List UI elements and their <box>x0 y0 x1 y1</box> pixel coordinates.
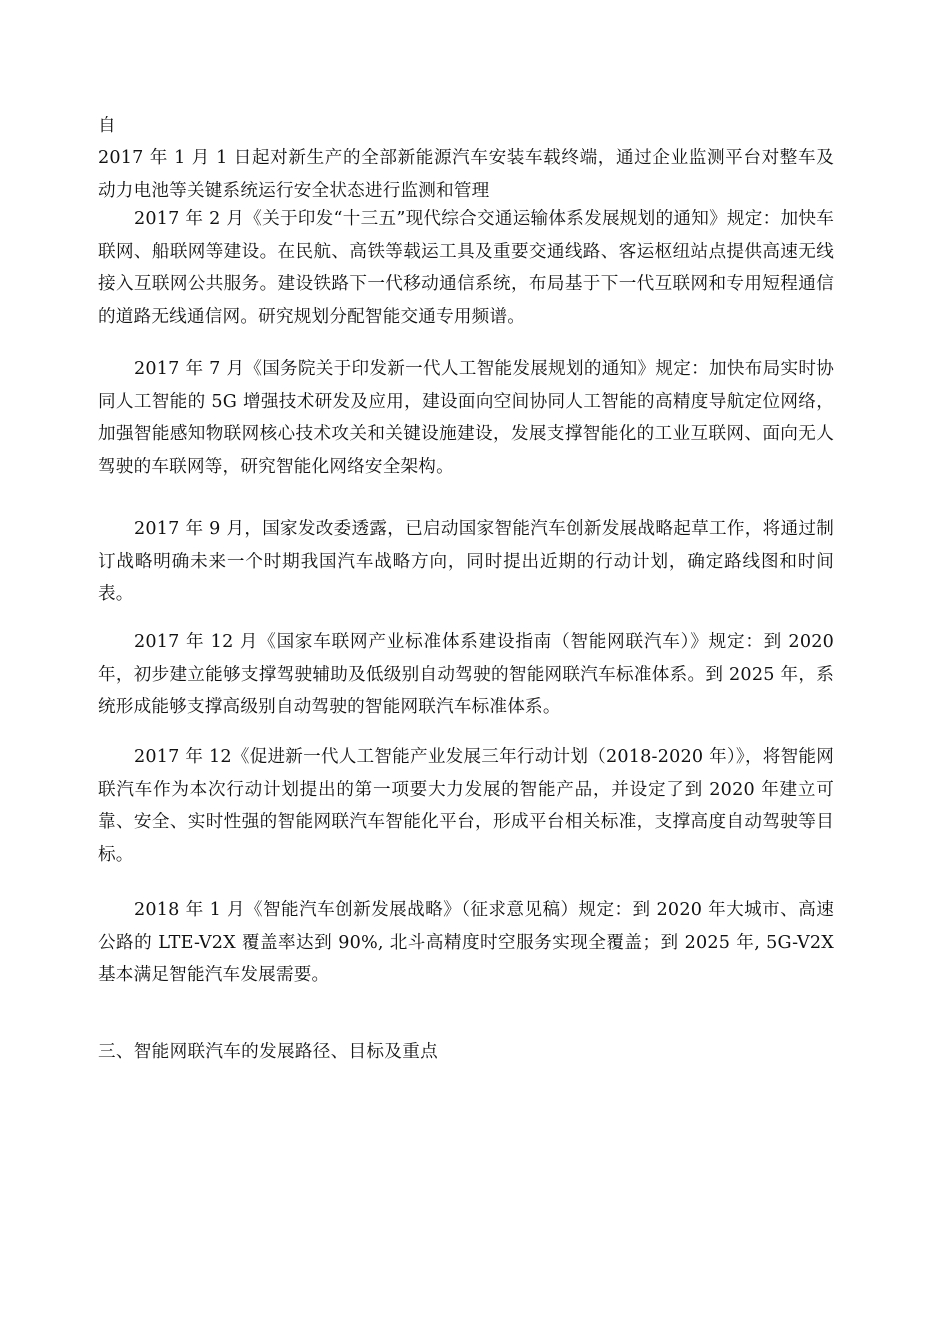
paragraph-2017-dec-guide: 2017 年 12 月《国家车联网产业标准体系建设指南（智能网联汽车）》规定：到 2020 年，初步建立能够支撑驾驶辅助及低级别自动驾驶的智能网联汽车标准体系。到 2025 年，系统形成能够支撑高级别自动驾驶的智能网联汽车标准体系。 <box>98 632 834 717</box>
paragraph-2017-dec-plan: 2017 年 12《促进新一代人工智能产业发展三年行动计划（2018-2020 年）》，将智能网联汽车作为本次行动计划提出的第一项要大力发展的智能产品，并设定了到 2020 年建立可靠、安全、实时性强的智能网联汽车智能化平台，形成平台相关标准，支撑高度自动驾驶等目标。 <box>98 747 834 865</box>
fragment-line: 自 <box>98 116 116 136</box>
section-heading: 三、智能网联汽车的发展路径、目标及重点 <box>98 1042 438 1062</box>
paragraph-2017-feb: 2017 年 2 月《关于印发“十三五”现代综合交通运输体系发展规划的通知》规定：加快车联网、船联网等建设。在民航、高铁等载运工具及重要交通线路、客运枢纽站点提供高速无线接入互联网公共服务。建设铁路下一代移动通信系统，布局基于下一代互联网和专用短程通信的道路无线通信网。研究规划分配智能交通专用频谱。 <box>98 209 834 327</box>
paragraph-2018-jan: 2018 年 1 月《智能汽车创新发展战略》（征求意见稿）规定：到 2020 年大城市、高速公路的 LTE-V2X 覆盖率达到 90%, 北斗高精度时空服务实现全覆盖；到 2025 年, 5G-V2X 基本满足智能汽车发展需要。 <box>98 900 834 985</box>
paragraph-2017-jul: 2017 年 7 月《国务院关于印发新一代人工智能发展规划的通知》规定：加快布局实时协同人工智能的 5G 增强技术研发及应用，建设面向空间协同人工智能的高精度导航定位网络，加强智能感知物联网核心技术攻关和关键设施建设，发展支撑智能化的工业互联网、面向无人驾驶的车联网等，研究智能化网络安全架构。 <box>98 359 834 477</box>
paragraph-2017-jan: 2017 年 1 月 1 日起对新生产的全部新能源汽车安装车载终端，通过企业监测平台对整车及动力电池等关键系统运行安全状态进行监测和管理 <box>98 148 834 201</box>
paragraph-2017-sep: 2017 年 9 月，国家发改委透露，已启动国家智能汽车创新发展战略起草工作，将通过制订战略明确未来一个时期我国汽车战略方向，同时提出近期的行动计划，确定路线图和时间表。 <box>98 519 834 604</box>
